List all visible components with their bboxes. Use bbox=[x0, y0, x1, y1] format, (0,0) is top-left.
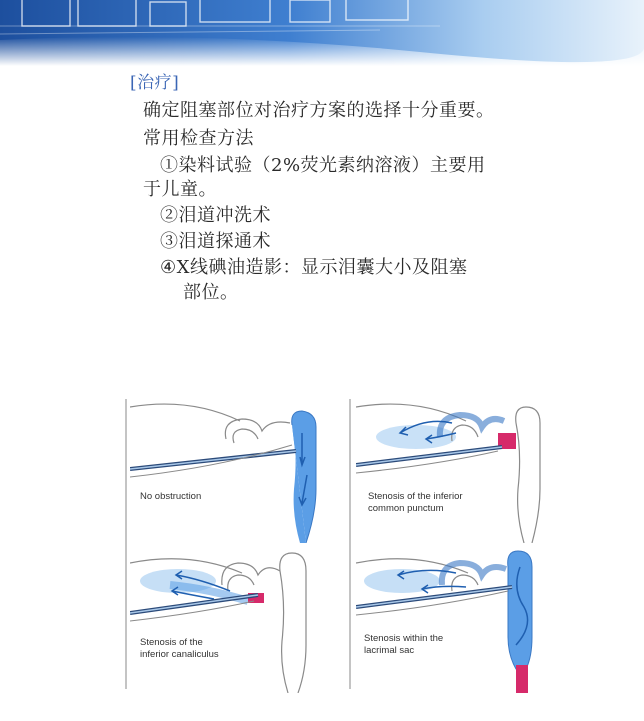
treatment-text bbox=[0, 0, 644, 330]
text-line-4: 于儿童。 bbox=[143, 179, 217, 200]
text-line-5: ②泪道冲洗术 bbox=[160, 205, 271, 226]
caption-lacrimal-sac-line-1: Stenosis within the bbox=[364, 633, 444, 644]
caption-common-punctum-line-2: common punctum bbox=[368, 503, 444, 514]
caption-canaliculus-line-2: inferior canaliculus bbox=[140, 649, 219, 660]
caption-canaliculus-line-1: Stenosis of the bbox=[140, 637, 203, 648]
common-punctum-diagram bbox=[356, 393, 560, 543]
panel-canaliculus-stenosis bbox=[130, 545, 344, 693]
text-line-7: ④X线碘油造影：显示泪囊大小及阻塞 bbox=[160, 257, 468, 278]
panel-common-punctum-stenosis bbox=[356, 393, 560, 543]
text-line-3: ①染料试验（2%荧光素纳溶液）主要用 bbox=[160, 155, 486, 176]
lacrimal-sac-diagram bbox=[356, 545, 560, 693]
text-line-8: 部位。 bbox=[183, 282, 239, 303]
lacrimal-figure bbox=[120, 393, 560, 693]
panel-no-obstruction bbox=[130, 393, 344, 543]
caption-lacrimal-sac-line-2: lacrimal sac bbox=[364, 645, 415, 656]
text-line-1: 确定阻塞部位对治疗方案的选择十分重要。 bbox=[143, 100, 495, 121]
canaliculus-diagram bbox=[130, 545, 344, 693]
text-line-6: ③泪道探通术 bbox=[160, 231, 271, 252]
caption-no-obstruction: No obstruction bbox=[140, 491, 202, 502]
panel-lacrimal-sac-stenosis bbox=[356, 545, 560, 693]
caption-common-punctum-line-1: Stenosis of the inferior bbox=[368, 491, 463, 502]
section-title: [治疗] bbox=[130, 73, 180, 93]
text-line-2: 常用检查方法 bbox=[143, 128, 254, 149]
no-obstruction-diagram bbox=[130, 393, 344, 543]
